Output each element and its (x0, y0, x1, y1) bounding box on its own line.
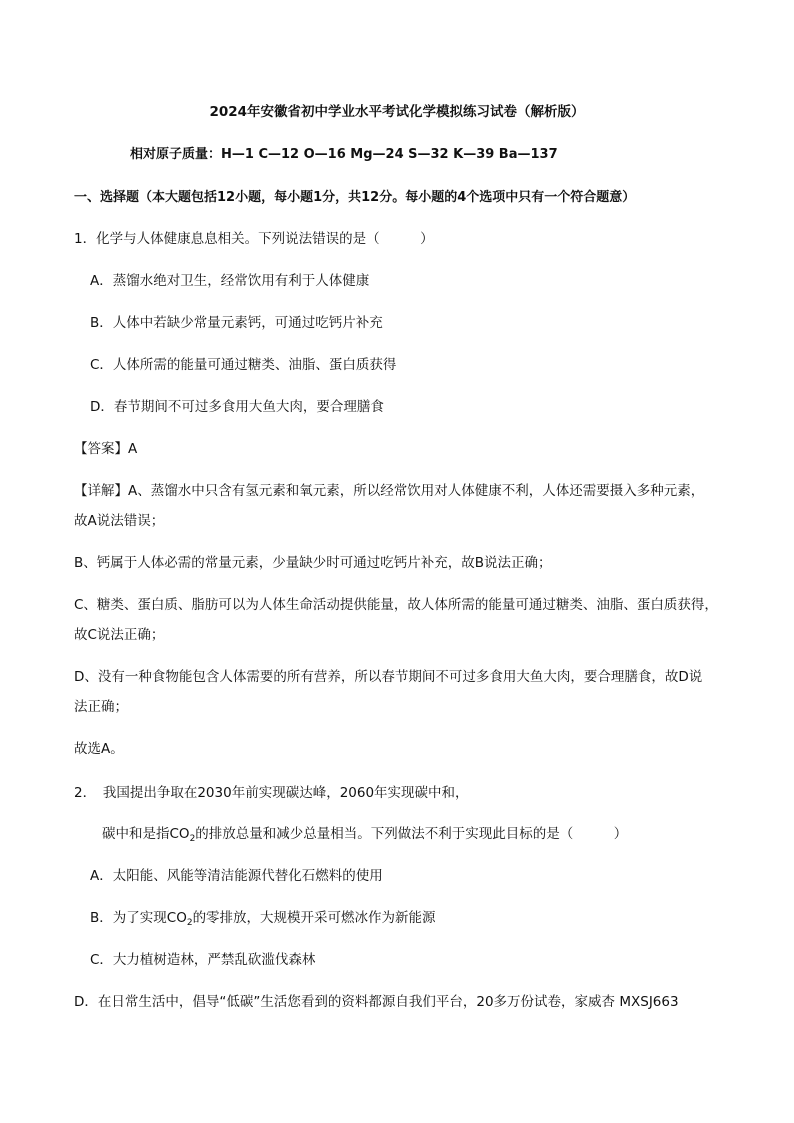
question-1-explain-c-line1: C、糖类、蛋白质、脂肪可以为人体生命活动提供能量，故人体所需的能量可通过糖类、油脂、蛋白质获得， (74, 597, 718, 613)
question-1-explain-a-line1: 【详解】A、蒸馏水中只含有氢元素和氧元素，所以经常饮用对人体健康不利，人体还需要摄入多种元素， (74, 483, 705, 499)
question-2-option-c: C．大力植树造林，严禁乱砍滥伐森林 (90, 952, 316, 968)
question-1-answer: 【答案】A (74, 441, 138, 457)
question-2-option-b (90, 909, 436, 927)
question-2-option-d: D．在日常生活中，倡导“低碳”生活您看到的资料都源自我们平台，20多万份试卷，家威杏 MXSJ663 (74, 994, 679, 1010)
question-1-option-c: C．人体所需的能量可通过糖类、油脂、蛋白质获得 (90, 357, 397, 373)
question-1-explain-d-line2: 法正确； (74, 699, 128, 715)
question-2-option-b-pre: B．为了实现CO (90, 910, 187, 926)
question-1-option-a: A．蒸馏水绝对卫生，经常饮用有利于人体健康 (90, 273, 370, 289)
section-heading: 一、选择题（本大题包括12小题，每小题1分，共12分。每小题的4个选项中只有一个符合题意） (74, 190, 636, 205)
question-2-option-a: A．太阳能、风能等清洁能源代替化石燃料的使用 (90, 868, 383, 884)
question-1-stem: 1．化学与人体健康息息相关。下列说法错误的是（ ） (74, 231, 434, 247)
question-1-explain-b: B、钙属于人体必需的常量元素，少量缺少时可通过吃钙片补充，故B说法正确； (74, 555, 552, 571)
question-2-stem-subscript: 2 (189, 834, 196, 844)
question-2-option-b-subscript: 2 (186, 918, 193, 928)
atomic-mass-line: 相对原子质量：H—1 C—12 O—16 Mg—24 S—32 K—39 Ba—137 (130, 147, 558, 162)
question-1-explain-a-line2: 故A说法错误； (74, 513, 165, 529)
question-2-stem-line2-pre: 碳中和是指CO (102, 826, 190, 842)
question-2-stem-line2-post: 的排放总量和减少总量相当。下列做法不利于实现此目标的是（ ） (195, 826, 628, 842)
exam-title: 2024年安徽省初中学业水平考试化学模拟练习试卷（解析版） (209, 104, 585, 120)
question-1-conclusion: 故选A。 (74, 741, 124, 757)
question-1-option-d: D．春节期间不可过多食用大鱼大肉，要合理膳食 (90, 399, 384, 415)
question-1-explain-d-line1: D、没有一种食物能包含人体需要的所有营养，所以春节期间不可过多食用大鱼大肉，要合理膳食，故D说 (74, 669, 703, 685)
question-2-stem-line2 (102, 825, 627, 843)
question-2-option-b-post: 的零排放，大规模开采可燃冰作为新能源 (192, 910, 436, 926)
question-2-stem-line1: 2． 我国提出争取在2030年前实现碳达峰，2060年实现碳中和， (74, 785, 469, 801)
question-1-option-b: B．人体中若缺少常量元素钙，可通过吃钙片补充 (90, 315, 383, 331)
question-1-explain-c-line2: 故C说法正确； (74, 627, 165, 643)
